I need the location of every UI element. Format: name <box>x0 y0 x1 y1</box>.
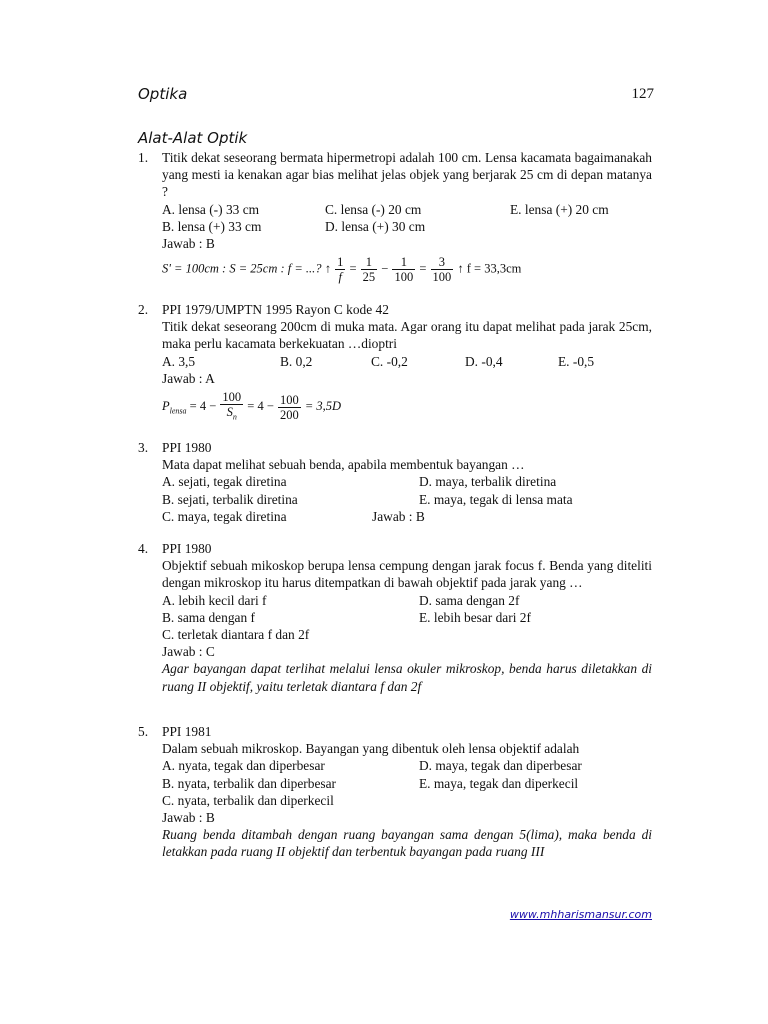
chapter-title: Optika <box>138 85 188 103</box>
question-text: Dalam sebuah mikroskop. Bayangan yang dibentuk oleh lensa objektif adalah <box>162 741 580 757</box>
explanation: Agar bayangan dapat terlihat melalui lensa okuler mikroskop, benda harus diletakkan di ruang II objektif, yaitu terletak diantara f dan 2f <box>162 661 652 694</box>
answer: Jawab : B <box>162 809 215 825</box>
option-e: E. -0,5 <box>558 353 595 369</box>
formula: S' = 100cm : S = 25cm : f = ...? ↑ $\frac{1}{f}$ = $\frac{1}{25}$ − $\frac{1}{100}$ = $\frac{3}{100}$ ↑ f = 33,3cm <box>162 255 522 285</box>
question-number: 2. <box>138 302 149 317</box>
question-4 <box>138 540 652 695</box>
frac-den: 200 <box>280 407 299 422</box>
option-e: E. maya, tegak di lensa mata <box>419 491 573 507</box>
frac-num: 1 <box>361 255 378 270</box>
option-c: C. maya, tegak diretina <box>162 508 287 524</box>
option-c: C. terletak diantara f dan 2f <box>162 626 310 642</box>
question-2 <box>138 301 652 425</box>
question-text: Mata dapat melihat sebuah benda, apabila membentuk bayangan … <box>162 457 525 473</box>
option-e: E. lensa (+) 20 cm <box>510 201 609 217</box>
option-d: D. sama dengan 2f <box>419 592 520 608</box>
option-d: D. -0,4 <box>465 353 503 369</box>
formula-p: P <box>162 399 170 414</box>
option-c: C. lensa (-) 20 cm <box>325 201 422 217</box>
option-b: B. 0,2 <box>280 353 313 369</box>
formula-result: f = 33,3cm <box>466 261 522 276</box>
frac-num: 1 <box>337 255 344 270</box>
frac-den: 25 <box>362 270 376 285</box>
question-source: PPI 1980 <box>162 440 212 455</box>
formula <box>162 390 652 425</box>
option-c: C. -0,2 <box>371 353 408 369</box>
formula-subscript: lensa <box>169 406 187 416</box>
option-b: B. nyata, terbalik dan diperbesar <box>162 775 337 791</box>
answer: Jawab : B <box>162 235 215 251</box>
frac-den: S <box>226 405 233 419</box>
option-e: E. maya, tegak dan diperkecil <box>419 775 579 791</box>
arrow-icon: ↑ <box>324 261 331 276</box>
question-1 <box>138 149 652 284</box>
question-3 <box>138 439 652 525</box>
explanation: Ruang benda ditambah dengan ruang bayangan sama dengan 5(lima), maka benda di letakkan pada ruang II objektif dan terbentuk bayangan pada ruang III <box>162 827 652 860</box>
option-a: A. 3,5 <box>162 353 196 369</box>
question-number: 3. <box>138 440 149 455</box>
option-b: B. sejati, terbalik diretina <box>162 491 298 507</box>
section-title: Alat-Alat Optik <box>138 129 248 147</box>
frac-num: 100 <box>280 392 299 407</box>
formula-term: = 4 − <box>247 399 274 414</box>
option-d: D. lensa (+) 30 cm <box>325 218 426 234</box>
question-text: Titik dekat seseorang bermata hipermetropi adalah 100 cm. Lensa kacamata bagaimanakah yang mesti ia kenakan agar bias melihat jelas objek yang berjarak 25 cm di depan matanya ? <box>162 150 652 200</box>
option-a: A. lensa (-) 33 cm <box>162 201 260 217</box>
option-e: E. lebih besar dari 2f <box>419 609 531 625</box>
frac-subscript: n <box>232 412 237 422</box>
answer: Jawab : C <box>162 644 215 660</box>
question-5 <box>138 723 652 861</box>
answer: Jawab : A <box>162 370 215 386</box>
question-source: PPI 1979/UMPTN 1995 Rayon C kode 42 <box>162 302 389 317</box>
page-number: 127 <box>631 86 654 102</box>
option-d: D. maya, tegak dan diperbesar <box>419 758 582 774</box>
website-link[interactable]: www.mhharismansur.com <box>509 908 652 921</box>
option-d: D. maya, terbalik diretina <box>419 474 557 490</box>
formula-result: = 3,5D <box>304 399 342 414</box>
frac-den: f <box>338 270 342 285</box>
formula-term: = 4 − <box>189 399 217 414</box>
option-a: A. lebih kecil dari f <box>162 592 267 608</box>
option-a: A. sejati, tegak diretina <box>162 474 287 490</box>
question-number: 1. <box>138 150 149 165</box>
option-b: B. lensa (+) 33 cm <box>162 218 262 234</box>
frac-num: 100 <box>222 390 242 404</box>
option-c: C. nyata, terbalik dan diperkecil <box>162 792 334 808</box>
frac-num: 3 <box>431 255 454 270</box>
arrow-icon: ↑ <box>457 261 464 276</box>
question-number: 5. <box>138 724 149 739</box>
question-number: 4. <box>138 541 149 556</box>
formula-given: S' = 100cm : S = 25cm : f = ...? <box>162 261 322 276</box>
question-text: Titik dekat seseorang 200cm di muka mata. Agar orang itu dapat melihat pada jarak 25cm, maka perlu kacamata berkekuatan …dioptri <box>162 319 652 352</box>
question-text: Objektif sebuah mikoskop berupa lensa cempung dengan jarak focus f. Benda yang diteliti dengan mikroskop itu harus ditempatkan di bawah objektif pada jarak yang … <box>162 558 652 591</box>
frac-num: 1 <box>392 255 415 270</box>
answer: Jawab : B <box>372 508 425 524</box>
question-source: PPI 1980 <box>162 541 212 556</box>
frac-den: 100 <box>394 270 414 285</box>
option-a: A. nyata, tegak dan diperbesar <box>162 758 325 774</box>
question-source: PPI 1981 <box>162 724 212 739</box>
option-b: B. sama dengan f <box>162 609 255 625</box>
frac-den: 100 <box>432 270 452 285</box>
